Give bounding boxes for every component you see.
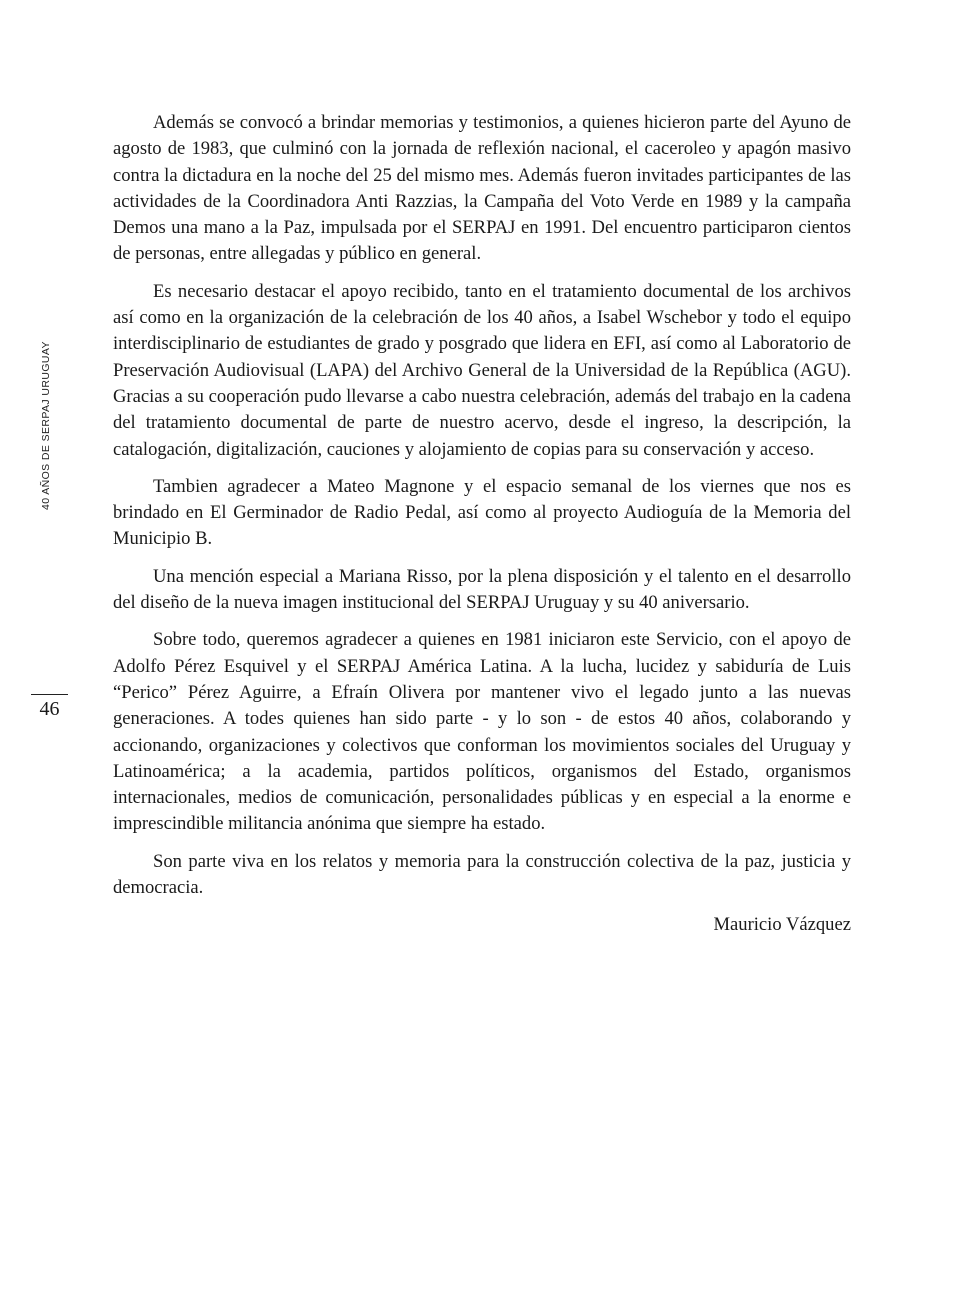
page-number: 46 <box>39 698 60 720</box>
signature: Mauricio Vázquez <box>713 914 851 936</box>
body-text <box>113 110 851 939</box>
paragraph-agradecimiento-radio: Tambien agradecer a Mateo Magnone y el espacio semanal de los viernes que nos es brindado en El Germinador de Radio Pedal, así como al proyecto Audioguía de la Memoria del Municipio B. <box>113 475 851 550</box>
page-number-rule <box>31 694 68 695</box>
paragraph-mencion-especial: Una mención especial a Mariana Risso, por la plena disposición y el talento en el desarrollo del diseño de la nueva imagen institucional del SERPAJ Uruguay y su 40 aniversario. <box>113 565 851 614</box>
paragraph-agradecimiento-general: Sobre todo, queremos agradecer a quienes en 1981 iniciaron este Servicio, con el apoyo de Adolfo Pérez Esquivel y el SERPAJ América Latina. A la lucha, lucidez y sabiduría de Luis “Perico” Pérez Aguirre, a Efraín Olivera por mantener vivo el legado junto a las nuevas generaciones. A todes quienes han sido parte - y lo son - de estos 40 años, colaborando y accionando, organizaciones y colectivos que conforman los movimientos sociales del Uruguay y Latinoamérica; a la academia, partidos políticos, organismos del Estado, organismos internacionales, medios de comunicación, personalidades públicas y en especial a la enorme e imprescindible militancia anónima que siempre ha estado. <box>113 629 851 835</box>
paragraph-cierre: Son parte viva en los relatos y memoria para la construcción colectiva de la paz, justicia y democracia. <box>113 850 851 899</box>
paragraph-apoyo: Es necesario destacar el apoyo recibido, tanto en el tratamiento documental de los archivos así como en la organización de la celebración de los 40 años, a Isabel Wschebor y todo el equipo interdisciplinario de estudiantes de grado y posgrado que lidera en EFI, así como al Laboratorio de Preservación Audiovisual (LAPA) del Archivo General de la Universidad de la República (AGU). Gracias a su cooperación pudo llevarse a cabo nuestra celebración, además del trabajo en la cadena del tratamiento documental de parte de nuestro acervo, desde el ingreso, la descripción, la catalogación, digitalización, cauciones y alojamiento de copias para su conservación y acceso. <box>113 280 851 460</box>
paragraph-convocatoria: Además se convocó a brindar memorias y testimonios, a quienes hicieron parte del Ayuno de agosto de 1983, que culminó con la jornada de reflexión nacional, el caceroleo y apagón masivo contra la dictadura en la noche del 25 del mismo mes. Además fueron invitades participantes de las actividades de la Coordinadora Anti Razzias, la Campaña del Voto Verde en 1989 y la campaña Demos una mano a la Paz, impulsada por el SERPAJ en 1991. Del encuentro participaron cientos de personas, entre allegadas y público en general. <box>113 112 851 265</box>
running-head: 40 AÑOS DE SERPAJ URUGUAY <box>40 341 52 510</box>
